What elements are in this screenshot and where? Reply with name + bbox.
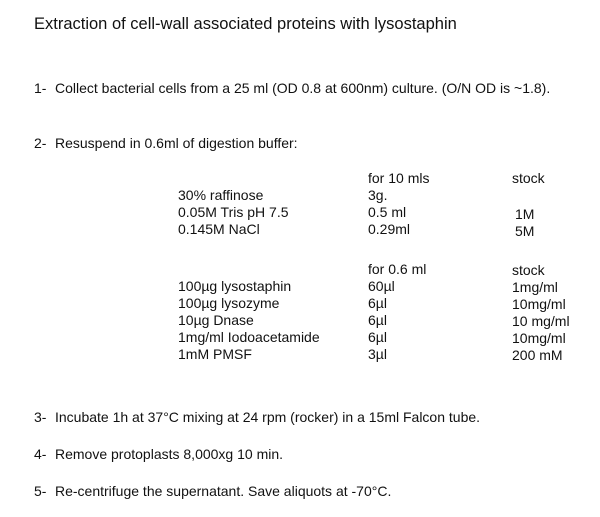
- table-row-stock: 10mg/ml: [512, 330, 566, 346]
- table-row-amount: 3µl: [368, 346, 387, 362]
- step-text: Resuspend in 0.6ml of digestion buffer:: [55, 135, 298, 151]
- step-text: Re-centrifuge the supernatant. Save aliquots at -70°C.: [55, 483, 392, 499]
- step-number: 1-: [34, 80, 47, 96]
- buffer-amount-header: for 10 mls: [368, 170, 430, 186]
- buffer-stock-header: stock: [512, 170, 545, 186]
- table-row-reagent: 100µg lysostaphin: [178, 278, 292, 294]
- table-row-amount: 6µl: [368, 312, 387, 328]
- table-row-amount: 6µl: [368, 329, 387, 345]
- table-row-reagent: 1mg/ml Iodoacetamide: [178, 329, 320, 345]
- enzyme-table: [0, 262, 600, 374]
- enzyme-amount-header: for 0.6 ml: [368, 261, 427, 277]
- step-number: 3-: [34, 409, 47, 425]
- table-row-stock: 10mg/ml: [512, 296, 566, 312]
- table-row-reagent: 30% raffinose: [178, 187, 264, 203]
- enzyme-stock-header: stock: [512, 262, 545, 278]
- table-row-amount: 0.5 ml: [368, 204, 407, 220]
- step-number: 5-: [34, 483, 47, 499]
- step-number: 4-: [34, 446, 47, 462]
- step-text: Remove protoplasts 8,000xg 10 min.: [55, 446, 284, 462]
- table-row-reagent: 10µg Dnase: [178, 312, 254, 328]
- table-row-reagent: 1mM PMSF: [178, 346, 252, 362]
- step-text: Incubate 1h at 37°C mixing at 24 rpm (rocker) in a 15ml Falcon tube.: [55, 409, 481, 425]
- table-row-stock: 10 mg/ml: [512, 313, 570, 329]
- table-row-amount: 60µl: [368, 278, 395, 294]
- table-row-amount: 6µl: [368, 295, 387, 311]
- table-row-stock: 1mg/ml: [512, 279, 558, 295]
- table-row-reagent: 0.145M NaCl: [178, 221, 260, 237]
- table-row-reagent: 0.05M Tris pH 7.5: [178, 204, 289, 220]
- step-number: 2-: [34, 135, 47, 151]
- buffer-table: [0, 171, 600, 241]
- table-row-reagent: 100µg lysozyme: [178, 295, 280, 311]
- table-row-stock: 5M: [515, 223, 535, 239]
- table-row-stock: 1M: [515, 206, 535, 222]
- document-title: Extraction of cell-wall associated proteins with lysostaphin: [34, 15, 457, 33]
- table-row-amount: 0.29ml: [368, 221, 411, 237]
- table-row-stock: 200 mM: [512, 347, 563, 363]
- step-text: Collect bacterial cells from a 25 ml (OD 0.8 at 600nm) culture. (O/N OD is ~1.8).: [55, 80, 551, 96]
- table-row-amount: 3g.: [368, 187, 388, 203]
